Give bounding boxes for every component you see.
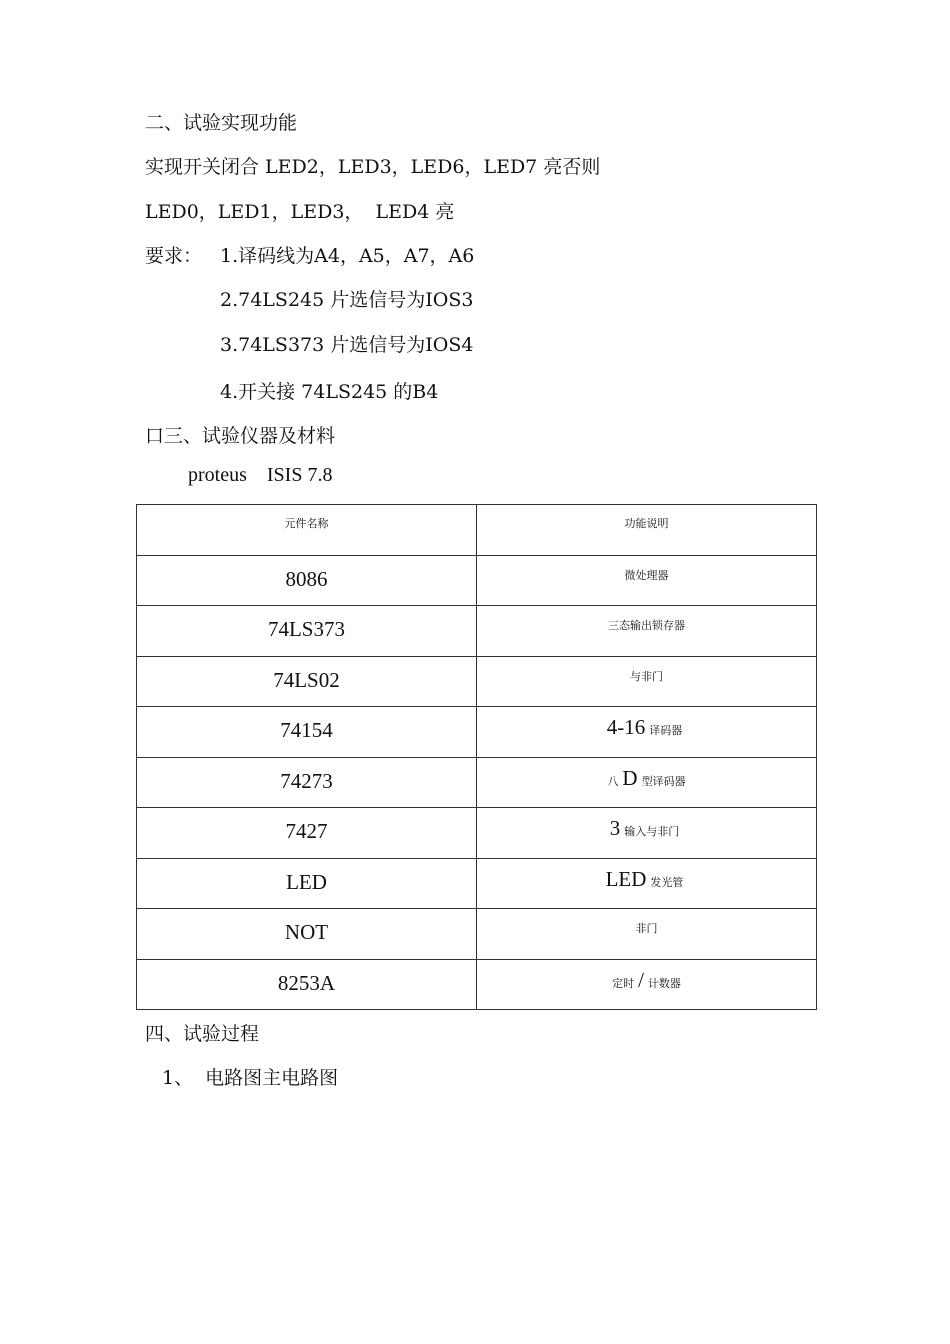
- requirement-3: 3.74LS373 片选信号为IOS4: [220, 334, 474, 356]
- component-name: 7427: [285, 819, 328, 843]
- component-name: 74LS373: [267, 617, 345, 641]
- software-name: proteus ISIS 7.8: [188, 464, 333, 486]
- component-function: [477, 707, 816, 740]
- function-text: 微处理器: [624, 568, 669, 582]
- function-text: /: [638, 967, 644, 992]
- component-name: NOT: [284, 920, 329, 944]
- table-row: [137, 656, 817, 707]
- function-text: 型译码器: [641, 774, 686, 788]
- function-line-1: 实现开关闭合 LED2，LED3，LED6，LED7 亮否则: [145, 156, 601, 178]
- table-row: [137, 555, 817, 606]
- function-text: 定时: [612, 976, 635, 990]
- component-function: [477, 556, 816, 583]
- table-header-row: [137, 505, 817, 556]
- function-text: D: [622, 765, 638, 790]
- table-row: [137, 959, 817, 1010]
- function-text: 3: [609, 816, 621, 840]
- header-component-name: 元件名称: [284, 517, 329, 530]
- requirement-label: 要求：: [145, 245, 203, 267]
- function-text: 译码器: [649, 724, 683, 737]
- component-name: 8253A: [277, 970, 336, 995]
- table-row: [137, 757, 817, 808]
- section3-title: 口三、试验仪器及材料: [145, 425, 336, 447]
- component-function: [477, 909, 816, 936]
- component-function: [477, 657, 816, 684]
- component-function: [477, 758, 816, 791]
- requirement-2: 2.74LS245 片选信号为IOS3: [220, 289, 474, 311]
- function-text: 三态输出锁存器: [608, 619, 685, 632]
- header-function: 功能说明: [624, 517, 669, 530]
- function-text: 4-16: [606, 715, 646, 739]
- component-name: 74154: [280, 718, 333, 742]
- requirement-1: 1.译码线为A4，A5，A7，A6: [220, 245, 475, 267]
- table-row: [137, 707, 817, 758]
- function-text: 非门: [635, 922, 658, 935]
- function-line-2: LED0，LED1，LED3， LED4 亮: [145, 201, 455, 223]
- process-item-1: 1、 电路图主电路图: [162, 1067, 339, 1089]
- components-table: [136, 504, 817, 1010]
- table-row: [137, 858, 817, 909]
- section4-title: 四、试验过程: [145, 1023, 260, 1045]
- component-name: LED: [286, 869, 327, 894]
- function-text: 八: [607, 774, 619, 788]
- table-row: [137, 606, 817, 657]
- table-row: [137, 808, 817, 859]
- function-text: LED: [605, 866, 647, 891]
- component-name: 8086: [285, 566, 328, 591]
- component-function: [477, 859, 816, 892]
- component-name: 74273: [280, 768, 333, 793]
- requirement-4: 4.开关接 74LS245 的B4: [220, 381, 439, 403]
- function-text: 输入与非门: [624, 825, 680, 838]
- component-function: [477, 606, 816, 633]
- section2-title: 二、试验实现功能: [145, 112, 298, 134]
- function-text: 计数器: [647, 976, 681, 990]
- function-text: 发光管: [650, 875, 684, 889]
- component-function: [477, 808, 816, 841]
- function-text: 与非门: [630, 669, 663, 683]
- component-function: [477, 960, 816, 993]
- component-name: 74LS02: [273, 667, 340, 692]
- table-row: [137, 909, 817, 960]
